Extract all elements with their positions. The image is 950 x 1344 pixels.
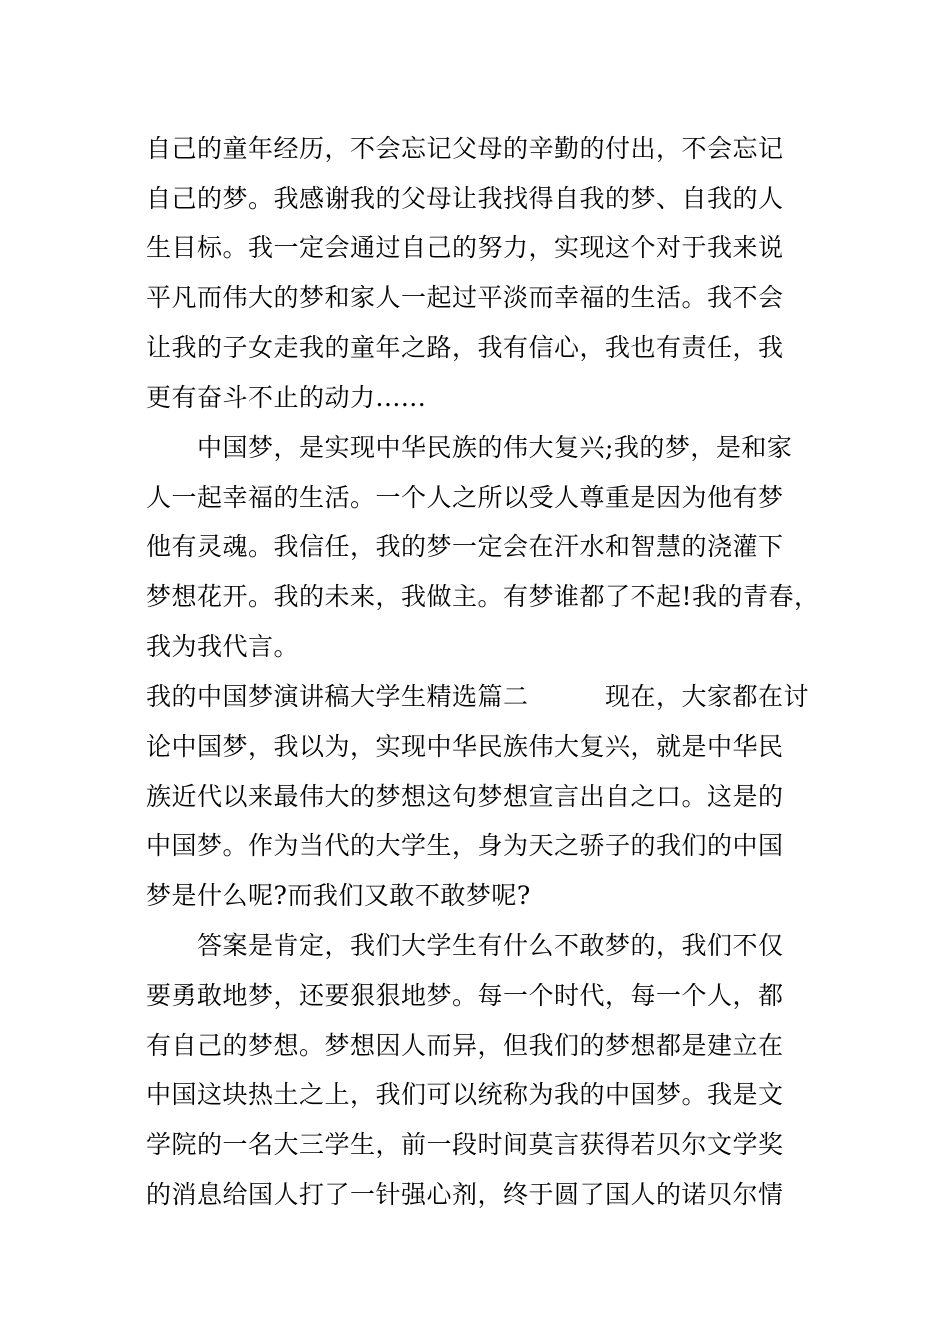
text-line: 更有奋斗不止的动力...... xyxy=(146,383,427,412)
text-line: 他有灵魂。我信任，我的梦一定会在汗水和智慧的浇灌下 xyxy=(146,532,784,561)
text-line: 学院的一名大三学生，前一段时间莫言获得若贝尔文学奖 xyxy=(146,1130,784,1159)
text-line: 人一起幸福的生活。一个人之所以受人尊重是因为他有梦 xyxy=(146,483,784,512)
text-line: 中国梦。作为当代的大学生，身为天之骄子的我们的中国 xyxy=(146,831,784,860)
text-line: 让我的子女走我的童年之路，我有信心，我也有责任，我 xyxy=(146,333,784,362)
section-heading-line: 我的中国梦演讲稿大学生精选篇二 现在，大家都在讨 xyxy=(146,682,810,711)
text-line: 论中国梦，我以为，实现中华民族伟大复兴，就是中华民 xyxy=(146,732,784,761)
text-line: 梦想花开。我的未来，我做主。有梦谁都了不起!我的青春， xyxy=(146,582,820,611)
text-line: 要勇敢地梦，还要狠狠地梦。每一个时代，每一个人，都 xyxy=(146,981,784,1010)
text-line: 平凡而伟大的梦和家人一起过平淡而幸福的生活。我不会 xyxy=(146,283,784,312)
text-line: 中国这块热土之上，我们可以统称为我的中国梦。我是文 xyxy=(146,1080,784,1109)
text-line: 自己的童年经历，不会忘记父母的辛勤的付出，不会忘记 xyxy=(146,134,784,163)
text-line: 族近代以来最伟大的梦想这句梦想宣言出自之口。这是的 xyxy=(146,782,784,811)
text-line: 有自己的梦想。梦想因人而异，但我们的梦想都是建立在 xyxy=(146,1031,784,1060)
text-line: 生目标。我一定会通过自己的努力，实现这个对于我来说 xyxy=(146,233,784,262)
text-line: 梦是什么呢?而我们又敢不敢梦呢? xyxy=(146,881,531,910)
text-line: 答案是肯定，我们大学生有什么不敢梦的，我们不仅 xyxy=(146,931,784,960)
text-line: 我为我代言。 xyxy=(146,632,300,661)
text-line: 中国梦，是实现中华民族的伟大复兴;我的梦，是和家 xyxy=(146,433,793,462)
text-line: 自己的梦。我感谢我的父母让我找得自我的梦、自我的人 xyxy=(146,184,784,213)
text-line: 的消息给国人打了一针强心剂，终于圆了国人的诺贝尔情 xyxy=(146,1180,784,1209)
